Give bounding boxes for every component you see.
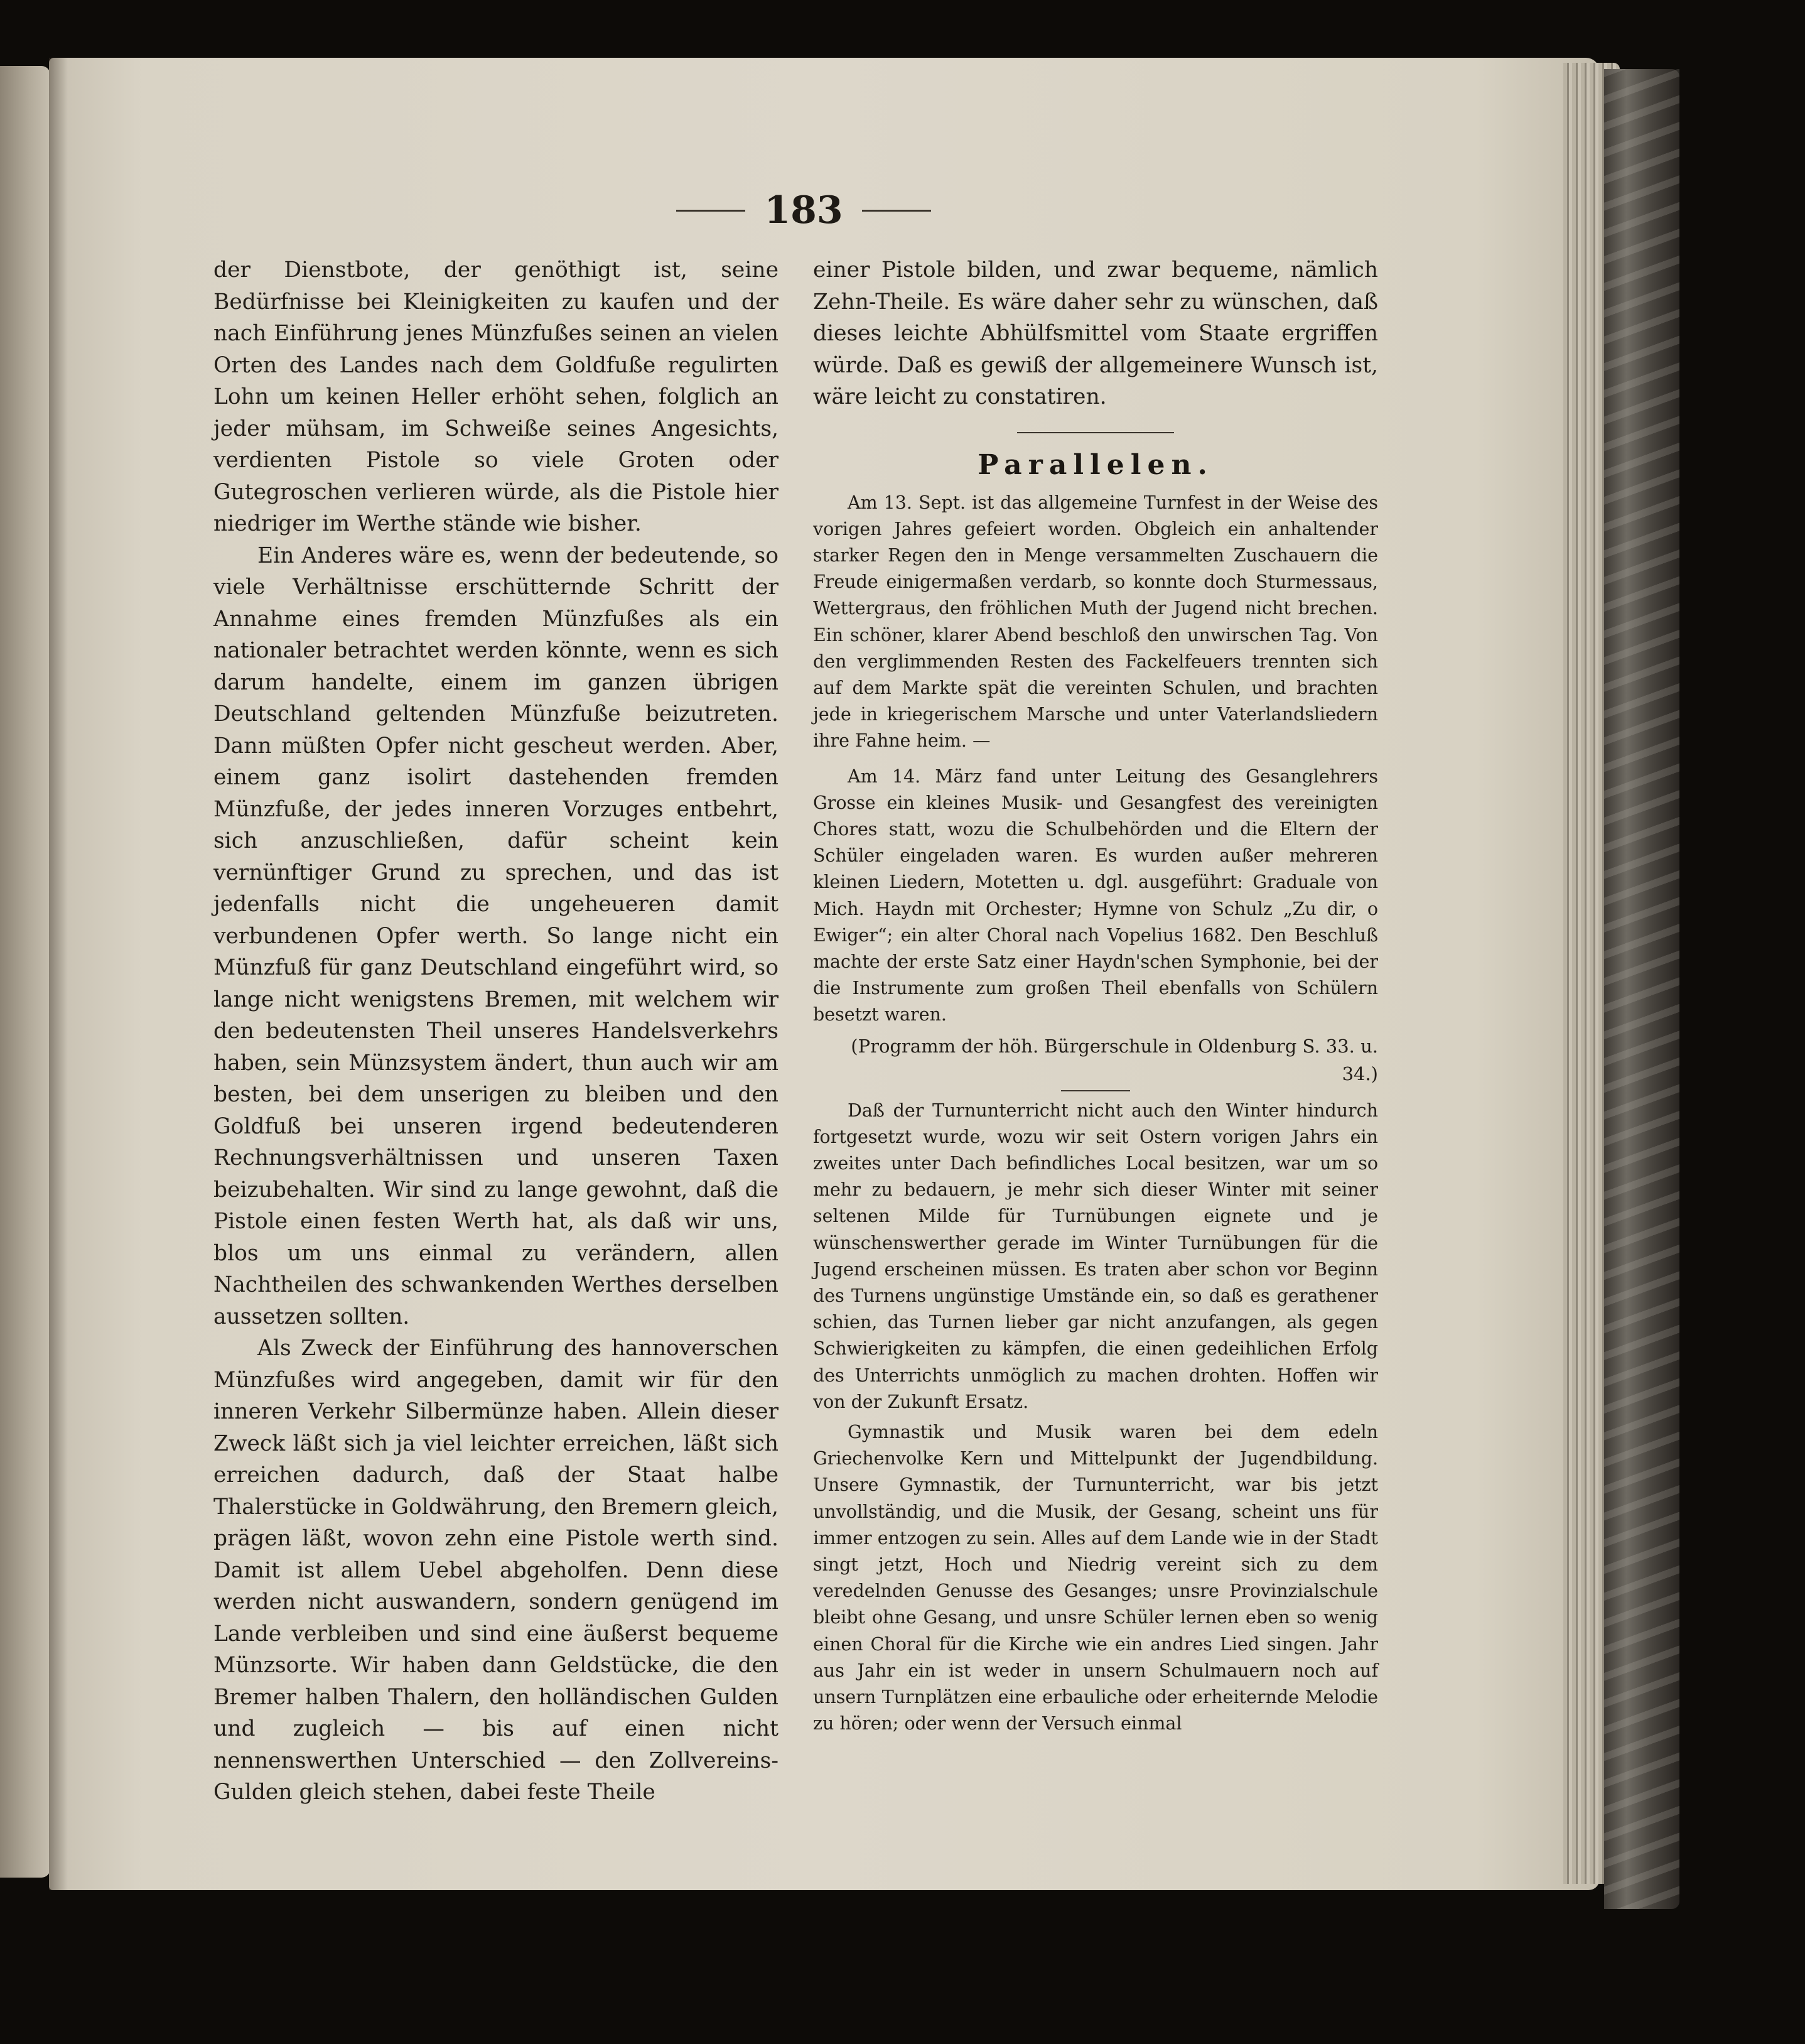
section-body [813,490,1378,1738]
left-paragraph-1: der Dienstbote, der genöthigt ist, seine Bedürfnisse bei Kleinigkeiten zu kaufen und der nach Einführung jenes Münzfußes seinen an vielen Orten des Landes nach dem Goldfuße regulirten Lohn um keinen Heller erhöht sehen, folglich an jeder mühsam, im Schweiße seines Angesichts, verdienten Pistole so viele Groten oder Gutegroschen verlieren würde, als die Pistole hier niedriger im Werthe stände wie bisher. [213,257,779,536]
left-paragraph-2: Ein Anderes wäre es, wenn der bedeutende, so viele Verhältnisse erschütternde Schritt der Annahme eines fremden Münzfußes als ein nationaler betrachtet werden könnte, wenn es sich darum handelte, einem im ganzen übrigen Deutschland geltenden Münzfuße beizutreten. Dann müßten Opfer nicht gescheut werden. Aber, einem ganz isolirt dastehenden fremden Münzfuße, der jedes inneren Vorzuges entbehrt, sich anzuschließen, dafür scheint kein vernünftiger Grund zu sprechen, und das ist jedenfalls nicht die ungeheueren damit verbundenen Opfer werth. So lange nicht ein Münzfuß für ganz Deutschland eingeführt wird, so lange nicht wenigstens Bremen, mit welchem wir den bedeutensten Theil unseres Handelsverkehrs haben, sein Münzsystem ändert, thun auch wir am besten, bei dem unserigen zu bleiben und den Goldfuß bei unseren irgend bedeutenderen Rechnungsverhältnissen und unseren Taxen beizubehalten. Wir sind zu lange gewohnt, daß die Pistole einen festen Werth hat, als daß wir uns, blos um uns einmal zu verändern, allen Nachtheilen des schwankenden Werthes derselben aussetzen sollten. [213,543,779,1329]
left-paragraph-3: Als Zweck der Einführung des hannoverschen Münzfußes wird angegeben, damit wir für den inneren Verkehr Silbermünze haben. Allein dieser Zweck läßt sich ja viel leichter erreichen, läßt sich erreichen dadurch, daß der Staat halbe Thalerstücke in Goldwährung, den Bremern gleich, prägen läßt, wovon zehn eine Pistole werth sind. Damit ist allem Uebel abgeholfen. Denn diese werden nicht auswandern, sondern genügend im Lande verbleiben und sind eine äußerst bequeme Münzsorte. Wir haben dann Geldstücke, die den Bremer halben Thalern, den holländischen Gulden und zugleich — bis auf einen nicht nennenswerthen Unterschied — den Zollvereins-Gulden gleich stehen, dabei feste Theile [213,1336,779,1805]
citation-divider [1061,1090,1130,1091]
right-paragraph-4: Gymnastik und Musik waren bei dem edeln Griechenvolke Kern und Mittelpunkt der Jugendbildung. Unsere Gymnastik, der Turnunterricht, war bis jetzt unvollständig, und die Musik, der Gesang, scheint uns für immer entzogen zu sein. Alles auf dem Lande wie in der Stadt singt jetzt, Hoch und Niedrig vereint sich zu dem veredelnden Genusse des Gesanges; unsre Provinzialschule bleibt ohne Gesang, und unsre Schüler lernen eben so wenig einen Choral für die Kirche wie ein andres Lied singen. Jahr aus Jahr ein ist weder in unsern Schulmauern noch auf unsern Turnplätzen eine erbauliche oder erheiternde Melodie zu hören; oder wenn der Versuch einmal [813,1422,1378,1734]
book-binding [1604,69,1679,1909]
left-column [213,254,779,1809]
right-paragraph-2: Am 14. März fand unter Leitung des Gesanglehrers Grosse ein kleines Musik- und Gesangfest des vereinigten Chores statt, wozu die Schulbehörden und die Eltern der Schüler eingeladen waren. Es wurden außer mehreren kleinen Liedern, Motetten u. dgl. ausgeführt: Graduale von Mich. Haydn mit Orchester; Hymne von Schulz „Zu dir, o Ewiger“; ein alter Choral nach Vopelius 1682. Den Beschluß machte der erste Satz einer Haydn'schen Symphonie, bei der die Instrumente zum großen Theil ebenfalls von Schülern besetzt waren. [813,765,1378,1025]
right-column [813,254,1378,1737]
page-header [647,185,961,235]
header-rule-left [676,210,745,212]
section-divider [1017,432,1174,433]
section-title: Parallelen. [978,448,1214,481]
citation: (Programm der höh. Bürgerschule in Oldenburg S. 33. u. 34.) [851,1035,1378,1084]
right-paragraph-3: Daß der Turnunterricht nicht auch den Winter hindurch fortgesetzt wurde, wozu wir seit Ostern vorigen Jahrs ein zweites unter Dach befindliches Local besitzen, war um so mehr zu bedauern, je mehr sich dieser Winter mit seiner seltenen Milde für Turnübungen eignete und je wünschenswerther gerade im Winter Turnübungen für die Jugend erscheinen müssen. Es traten aber schon vor Beginn des Turnens ungünstige Umstände ein, so daß es gerathener schien, das Turnen lieber gar nicht anzufangen, als gegen Schwierigkeiten zu kämpfen, die einen gedeihlichen Erfolg des Unterrichts unmöglich zu machen drohten. Hoffen wir von der Zukunft Ersatz. [813,1100,1378,1412]
facing-page-edge [0,66,50,1878]
right-lead-paragraph: einer Pistole bilden, und zwar bequeme, nämlich Zehn-Theile. Es wäre daher sehr zu wünschen, daß dieses leichte Abhülfsmittel vom Staate ergriffen würde. Daß es gewiß der allgemeinere Wunsch ist, wäre leicht zu constatiren. [813,257,1378,409]
page-number: 183 [764,188,843,232]
header-rule-right [862,210,931,212]
right-paragraph-1: Am 13. Sept. ist das allgemeine Turnfest in der Weise des vorigen Jahres gefeiert worden. Obgleich ein anhaltender starker Regen den in Menge versammelten Zuschauern die Freude einigermaßen verdarb, so konnte doch Sturmessaus, Wettergraus, den fröhlichen Muth der Jugend nicht brechen. Ein schöner, klarer Abend beschloß den unwirschen Tag. Von den verglimmenden Resten des Fackelfeuers trennten sich auf dem Markte spät die vereinten Schulen, und brachten jede in kriegerischem Marsche und unter Vaterlandsliedern ihre Fahne heim. — [813,492,1378,752]
page-gutter-shadow [49,58,68,1890]
